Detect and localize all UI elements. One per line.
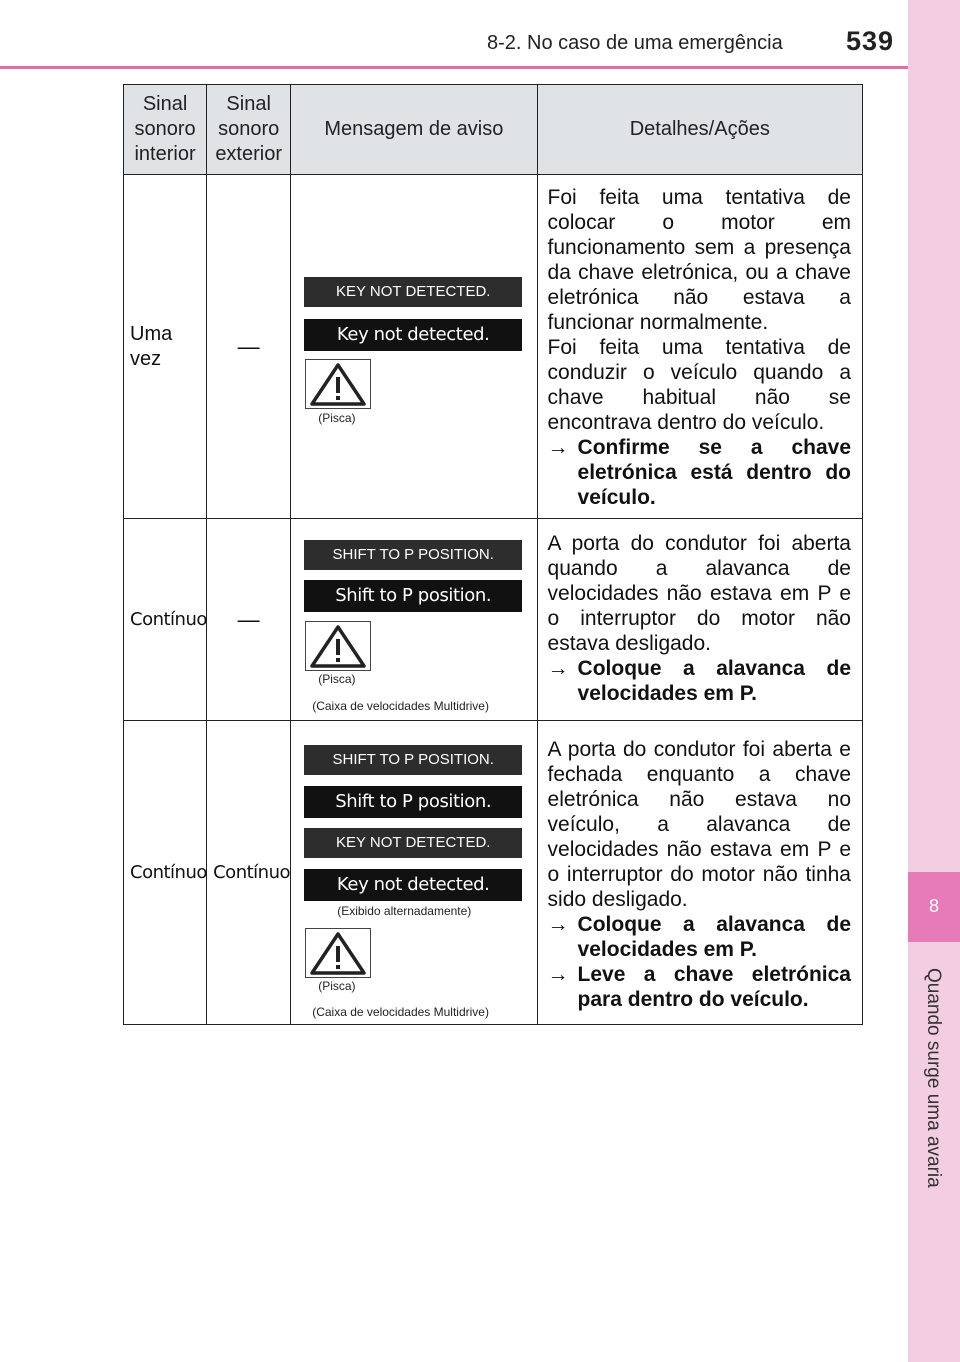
table-header-row xyxy=(124,85,863,175)
details-text: A porta do condutor foi aberta e fechada enquanto a chave eletrónica não estava no veículo, a alavanca de velocidades não estava em P e o interruptor do motor não tinha sido desligado. xyxy=(547,738,851,911)
warning-message-cell xyxy=(291,519,537,721)
action-item: → Confirme se a chave eletrónica está dentro do veículo. xyxy=(547,436,851,509)
transmission-note: (Caixa de velocidades Multidrive) xyxy=(312,1005,489,1019)
arrow-icon: → xyxy=(547,963,569,986)
message-bar: SHIFT TO P POSITION. xyxy=(304,745,522,775)
header-details-actions: Detalhes/Ações xyxy=(537,85,862,175)
arrow-icon: → xyxy=(547,913,569,936)
message-bar: Key not detected. xyxy=(304,869,522,901)
arrow-icon: → xyxy=(547,436,569,459)
warning-triangle-icon xyxy=(305,621,371,671)
exterior-buzzer-cell: Contínuo xyxy=(207,721,291,1025)
action-item: → Coloque a alavanca de velocidades em P. xyxy=(547,913,851,961)
details-cell xyxy=(537,519,862,721)
warning-triangle-icon xyxy=(305,928,371,978)
interior-buzzer-cell: Uma vez xyxy=(124,175,207,519)
details-text: Foi feita uma tentativa de colocar o motor em funcionamento sem a presença da chave eletrónica, ou a chave eletrónica não estava a funcionar normalmente. xyxy=(547,186,851,334)
table-row xyxy=(124,519,863,721)
message-bar: SHIFT TO P POSITION. xyxy=(304,540,522,570)
page-number: 539 xyxy=(846,26,895,56)
header-interior-buzzer: Sinal sonoro interior xyxy=(124,85,207,175)
warning-message-cell xyxy=(291,175,537,519)
blink-caption: (Pisca) xyxy=(318,672,356,686)
details-text: A porta do condutor foi aberta quando a alavanca de velocidades não estava em P e o interruptor do motor não estava desligado. xyxy=(547,532,851,655)
details-text: Foi feita uma tentativa de conduzir o veículo quando a chave habitual não se encontrava dentro do veículo. xyxy=(547,336,851,434)
message-bar: Shift to P position. xyxy=(304,580,522,612)
section-title: 8-2. No caso de uma emergência xyxy=(487,32,783,54)
interior-buzzer-cell: Contínuo xyxy=(124,721,207,1025)
header-rule xyxy=(0,66,908,69)
header-warning-message: Mensagem de aviso xyxy=(291,85,537,175)
warning-message-cell xyxy=(291,721,537,1025)
alternate-caption: (Exibido alternadamente) xyxy=(337,904,472,918)
table-row xyxy=(124,175,863,519)
transmission-note: (Caixa de velocidades Multidrive) xyxy=(312,699,489,713)
arrow-icon: → xyxy=(547,657,569,680)
blink-caption: (Pisca) xyxy=(318,411,356,425)
message-bar: KEY NOT DETECTED. xyxy=(304,828,522,858)
exterior-buzzer-cell: — xyxy=(207,519,291,721)
table-row xyxy=(124,721,863,1025)
chapter-number: 8 xyxy=(928,896,939,916)
warning-triangle-icon xyxy=(305,359,371,409)
message-bar: Key not detected. xyxy=(304,319,522,351)
message-bar: Shift to P position. xyxy=(304,786,522,818)
chapter-label: Quando surge uma avaria xyxy=(923,968,944,1188)
message-bar: KEY NOT DETECTED. xyxy=(304,277,522,307)
action-item: → Coloque a alavanca de velocidades em P. xyxy=(547,657,851,705)
details-cell xyxy=(537,175,862,519)
header-exterior-buzzer: Sinal sonoro exterior xyxy=(207,85,291,175)
interior-buzzer-cell: Contínuo xyxy=(124,519,207,721)
blink-caption: (Pisca) xyxy=(318,979,356,993)
exterior-buzzer-cell: — xyxy=(207,175,291,519)
warning-table xyxy=(123,84,863,1025)
action-item: → Leve a chave eletrónica para dentro do veículo. xyxy=(547,963,851,1011)
details-cell xyxy=(537,721,862,1025)
